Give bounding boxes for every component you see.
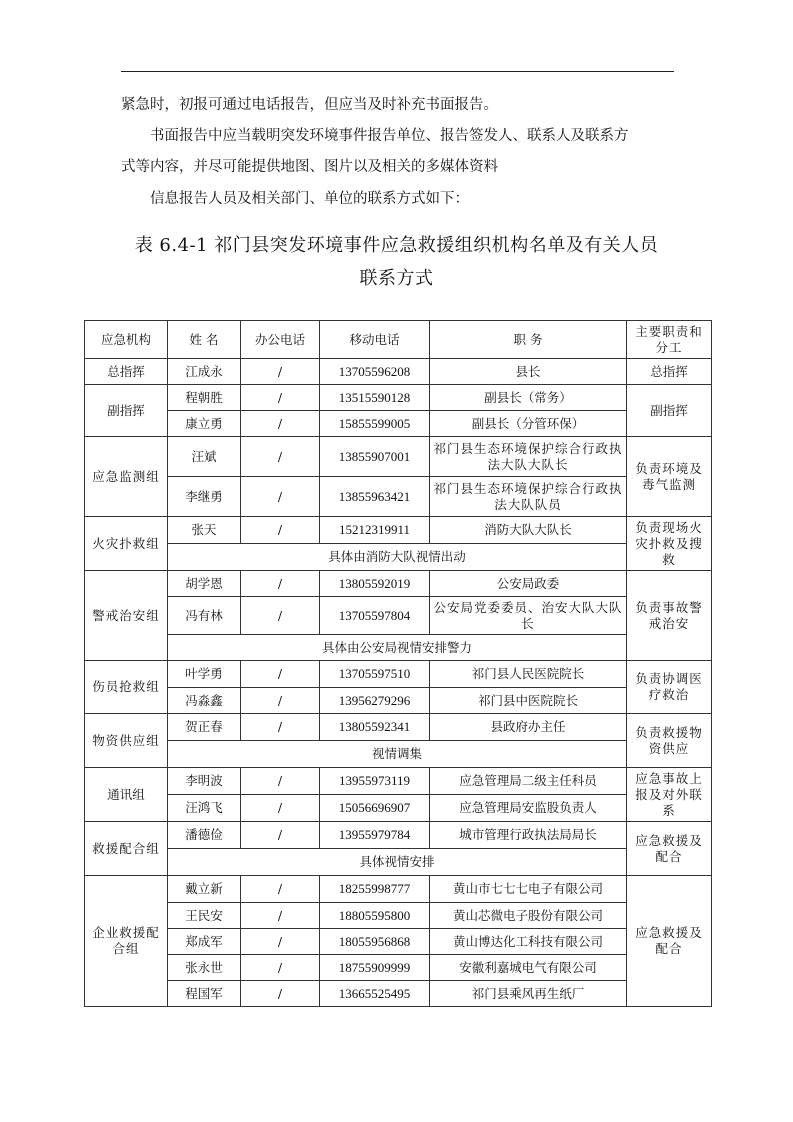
org-cell: 救援配合组 xyxy=(85,822,168,876)
note-cell: 具体由公安局视情安排警力 xyxy=(168,635,627,661)
org-cell: 企业救援配合组 xyxy=(85,876,168,1007)
title-cell: 黄山博达化工科技有限公司 xyxy=(430,929,627,955)
mobile-cell: 13955973119 xyxy=(320,768,430,795)
mobile-cell: 15855599005 xyxy=(320,411,430,437)
title-cell: 公安局政委 xyxy=(430,571,627,597)
mobile-cell: 13705597804 xyxy=(320,597,430,635)
header-rule xyxy=(121,71,674,72)
name-cell: 冯淼鑫 xyxy=(168,688,241,714)
name-cell: 康立勇 xyxy=(168,411,241,437)
table-row xyxy=(85,477,712,517)
mobile-cell: 13705597510 xyxy=(320,661,430,688)
duty-cell: 总指挥 xyxy=(627,359,712,385)
table-row xyxy=(85,849,712,876)
table-row xyxy=(85,741,712,768)
title-cell: 应急管理局安监股负责人 xyxy=(430,795,627,822)
mobile-cell: 13805592341 xyxy=(320,714,430,741)
title-cell: 祁门县乘风再生纸厂 xyxy=(430,981,627,1007)
name-cell: 胡学恩 xyxy=(168,571,241,597)
table-row xyxy=(85,822,712,849)
paragraph-2-line-2: 式等内容，并尽可能提供地图、图片以及相关的多媒体资料 xyxy=(121,159,498,175)
title-cell: 公安局党委委员、治安大队大队长 xyxy=(430,597,627,635)
mobile-cell: 15056696907 xyxy=(320,795,430,822)
office-phone-cell: / xyxy=(241,929,320,955)
org-cell: 伤员抢救组 xyxy=(85,661,168,714)
table-row xyxy=(85,571,712,597)
office-phone-cell: / xyxy=(241,981,320,1007)
org-cell: 火灾扑救组 xyxy=(85,517,168,571)
table-row xyxy=(85,437,712,477)
name-cell: 戴立新 xyxy=(168,876,241,903)
title-cell: 安徽利嘉城电气有限公司 xyxy=(430,955,627,981)
title-cell: 县长 xyxy=(430,359,627,385)
office-phone-cell: / xyxy=(241,385,320,411)
name-cell: 江成永 xyxy=(168,359,241,385)
org-cell: 警戒治安组 xyxy=(85,571,168,661)
name-cell: 潘德俭 xyxy=(168,822,241,849)
duty-cell: 负责环境及毒气监测 xyxy=(627,437,712,517)
name-cell: 张天 xyxy=(168,517,241,544)
mobile-cell: 18755909999 xyxy=(320,955,430,981)
name-cell: 郑成军 xyxy=(168,929,241,955)
table-row xyxy=(85,385,712,411)
mobile-cell: 13665525495 xyxy=(320,981,430,1007)
office-phone-cell: / xyxy=(241,359,320,385)
duty-cell: 应急救援及配合 xyxy=(627,822,712,876)
paragraph-3: 信息报告人员及相关部门、单位的联系方式如下： xyxy=(150,191,469,207)
name-cell: 李继勇 xyxy=(168,477,241,517)
office-phone-cell: / xyxy=(241,876,320,903)
name-cell: 王民安 xyxy=(168,903,241,929)
name-cell: 程朝胜 xyxy=(168,385,241,411)
header-cell: 姓 名 xyxy=(168,321,241,359)
title-cell: 应急管理局二级主任科员 xyxy=(430,768,627,795)
name-cell: 汪斌 xyxy=(168,437,241,477)
office-phone-cell: / xyxy=(241,822,320,849)
title-cell: 祁门县生态环境保护综合行政执法大队队员 xyxy=(430,477,627,517)
title-cell: 黄山芯微电子股份有限公司 xyxy=(430,903,627,929)
office-phone-cell: / xyxy=(241,795,320,822)
name-cell: 贺正春 xyxy=(168,714,241,741)
duty-cell: 负责协调医疗救治 xyxy=(627,661,712,714)
org-cell: 通讯组 xyxy=(85,768,168,822)
paragraph-1: 紧急时，初报可通过电话报告，但应当及时补充书面报告。 xyxy=(121,97,498,113)
title-cell: 副县长（常务） xyxy=(430,385,627,411)
header-cell: 应急机构 xyxy=(85,321,168,359)
table-row xyxy=(85,359,712,385)
table-header-row xyxy=(85,321,712,359)
name-cell: 叶学勇 xyxy=(168,661,241,688)
table-row xyxy=(85,714,712,741)
mobile-cell: 13705596208 xyxy=(320,359,430,385)
header-cell: 办公电话 xyxy=(241,321,320,359)
title-cell: 祁门县人民医院院长 xyxy=(430,661,627,688)
table-row xyxy=(85,544,712,571)
org-cell: 副指挥 xyxy=(85,385,168,437)
title-cell: 副县长（分管环保） xyxy=(430,411,627,437)
name-cell: 汪鸿飞 xyxy=(168,795,241,822)
mobile-cell: 18255998777 xyxy=(320,876,430,903)
table-row xyxy=(85,597,712,635)
duty-cell: 负责现场火灾扑救及搜救 xyxy=(627,517,712,571)
office-phone-cell: / xyxy=(241,903,320,929)
table-row xyxy=(85,661,712,688)
paragraph-2-line-1: 书面报告中应当载明突发环境事件报告单位、报告签发人、联系人及联系方 xyxy=(150,128,629,144)
header-cell: 职 务 xyxy=(430,321,627,359)
mobile-cell: 13855907001 xyxy=(320,437,430,477)
note-cell: 具体视情安排 xyxy=(168,849,627,876)
mobile-cell: 18055956868 xyxy=(320,929,430,955)
title-cell: 祁门县中医院院长 xyxy=(430,688,627,714)
mobile-cell: 15212319911 xyxy=(320,517,430,544)
title-cell: 消防大队大队长 xyxy=(430,517,627,544)
org-cell: 总指挥 xyxy=(85,359,168,385)
office-phone-cell: / xyxy=(241,597,320,635)
duty-cell: 副指挥 xyxy=(627,385,712,437)
mobile-cell: 13805592019 xyxy=(320,571,430,597)
office-phone-cell: / xyxy=(241,517,320,544)
table-row xyxy=(85,411,712,437)
table-row xyxy=(85,795,712,822)
name-cell: 李明波 xyxy=(168,768,241,795)
mobile-cell: 13955979784 xyxy=(320,822,430,849)
name-cell: 张永世 xyxy=(168,955,241,981)
org-cell: 物资供应组 xyxy=(85,714,168,768)
office-phone-cell: / xyxy=(241,477,320,517)
table-row xyxy=(85,955,712,981)
duty-cell: 应急事故上报及对外联系 xyxy=(627,768,712,822)
mobile-cell: 18805595800 xyxy=(320,903,430,929)
name-cell: 程国军 xyxy=(168,981,241,1007)
table-row xyxy=(85,903,712,929)
office-phone-cell: / xyxy=(241,955,320,981)
duty-cell: 负责救援物资供应 xyxy=(627,714,712,768)
org-cell: 应急监测组 xyxy=(85,437,168,517)
office-phone-cell: / xyxy=(241,688,320,714)
table-row xyxy=(85,688,712,714)
header-cell: 移动电话 xyxy=(320,321,430,359)
office-phone-cell: / xyxy=(241,571,320,597)
office-phone-cell: / xyxy=(241,768,320,795)
mobile-cell: 13855963421 xyxy=(320,477,430,517)
contacts-table xyxy=(84,320,712,1007)
table-title-line-2: 联系方式 xyxy=(359,268,434,289)
table-row xyxy=(85,768,712,795)
table-row xyxy=(85,635,712,661)
header-cell: 主要职责和分工 xyxy=(627,321,712,359)
mobile-cell: 13956279296 xyxy=(320,688,430,714)
table-row xyxy=(85,981,712,1007)
office-phone-cell: / xyxy=(241,714,320,741)
name-cell: 冯有林 xyxy=(168,597,241,635)
duty-cell: 应急救援及配合 xyxy=(627,876,712,1007)
title-cell: 县政府办主任 xyxy=(430,714,627,741)
office-phone-cell: / xyxy=(241,437,320,477)
mobile-cell: 13515590128 xyxy=(320,385,430,411)
title-cell: 城市管理行政执法局局长 xyxy=(430,822,627,849)
note-cell: 视情调集 xyxy=(168,741,627,768)
table-row xyxy=(85,876,712,903)
table-row xyxy=(85,517,712,544)
table-row xyxy=(85,929,712,955)
office-phone-cell: / xyxy=(241,661,320,688)
title-cell: 黄山市七七七电子有限公司 xyxy=(430,876,627,903)
note-cell: 具体由消防大队视情出动 xyxy=(168,544,627,571)
duty-cell: 负责事故警戒治安 xyxy=(627,571,712,661)
table-title: 表 6.4-1 祁门县突发环境事件应急救援组织机构名单及有关人员 xyxy=(134,235,659,256)
office-phone-cell: / xyxy=(241,411,320,437)
title-cell: 祁门县生态环境保护综合行政执法大队大队长 xyxy=(430,437,627,477)
